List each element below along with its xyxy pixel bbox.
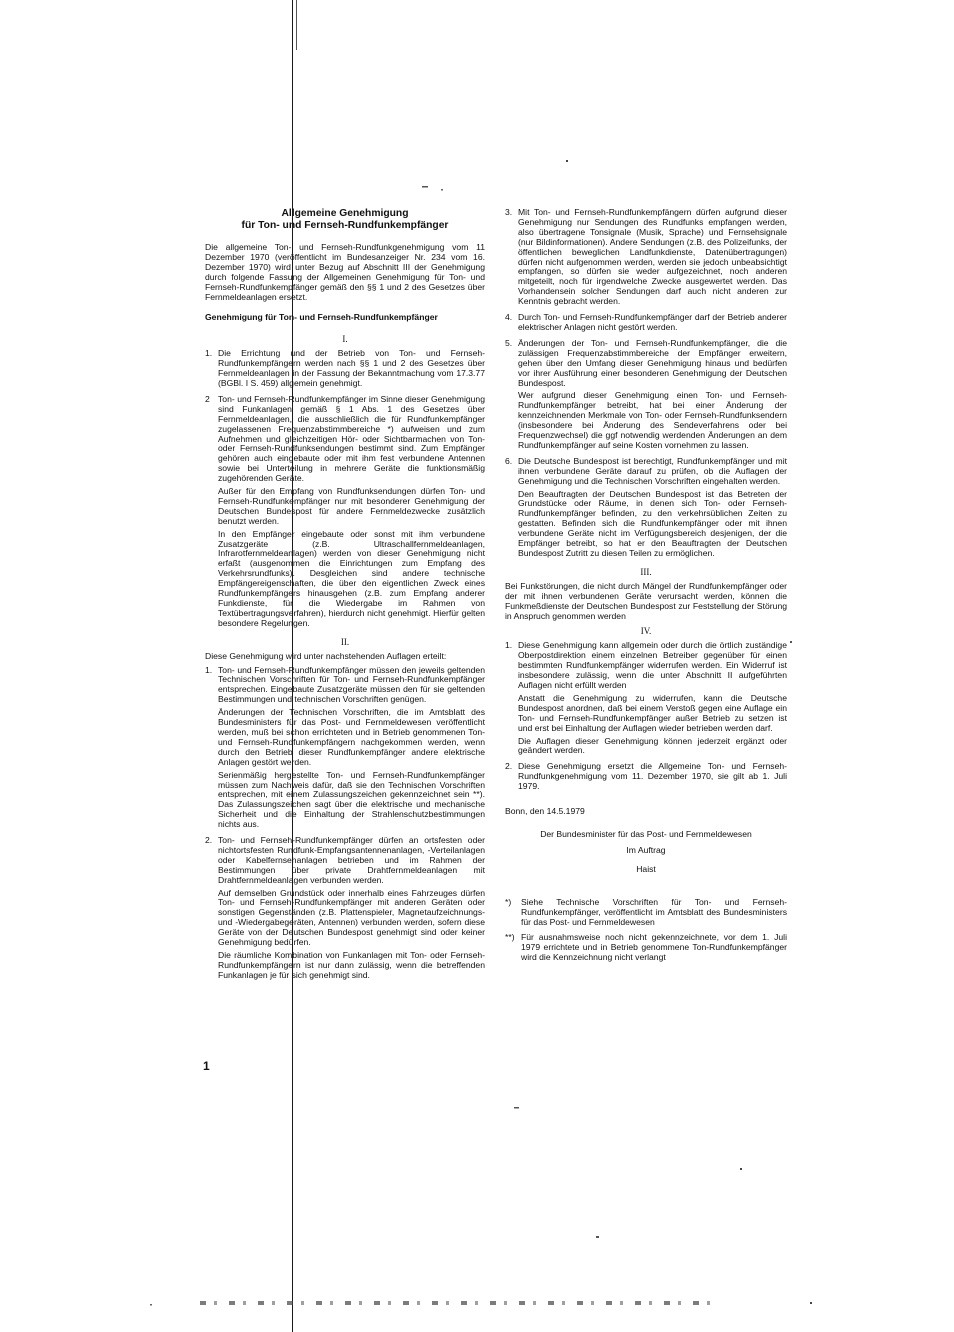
item-paragraph: Serienmäßig hergestellte Ton- und Fernseh-Rundfunkempfänger müssen zum Nachweis dafür, daß sie den Technischen Vorschriften entsprechen, mit einem Zulassungszeichen gekennzeichnet sein **). Das Zulassungszeichen sagt über die elektrische und mechanische Sicherheit und die Einhaltung der Strahlenschutzbestimmungen nichts aus. bbox=[218, 769, 485, 830]
item-paragraph: Diese Genehmigung kann allgemein oder durch die örtlich zuständige Oberpostdirektion einem einzelnen Betreiber gegenüber für einen bestimmten Rundfunkempfänger widerrufen werden. Ein Widerruf ist insbesondere zulässig, wenn die unter Abschnitt II aufgeführten Auflagen nicht erfüllt werden bbox=[518, 640, 787, 690]
item-paragraph: Mit Ton- und Fernseh-Rundfunkempfängern dürfen aufgrund dieser Genehmigung nur Sendungen des Rundfunks empfangen werden, also übertragene Tonsignale (Musik, Sprache) und Fernsehsignale (nur Bildinformationen). Andere Sendungen (z.B. des Polizeifunks, der öffentlichen beweglichen Landfunkdienste, Datenübertragungen) dürfen nicht aufgenommen werden, werden sie jedoch unbeabsichtigt empfangen, so dürfen sie weder aufgezeichnet, noch anderen mitgeteilt, noch für irgendwelche Zwecke ausgewertet werden. Das Vorhandensein solcher Sendungen darf auch nicht anderen zur Kenntnis gebracht werden. bbox=[518, 207, 787, 307]
scan-noise bbox=[200, 1301, 720, 1305]
section-4-numeral: IV. bbox=[640, 626, 652, 637]
place-date: Bonn, den 14.5.1979 bbox=[505, 806, 585, 817]
footnote bbox=[505, 933, 787, 963]
document-title bbox=[205, 208, 485, 231]
item-number: 2. bbox=[505, 761, 513, 772]
list-item bbox=[205, 666, 485, 834]
section-2-list-continued bbox=[505, 208, 787, 562]
section-2-intro: Diese Genehmigung wird unter nachstehenden Auflagen erteilt: bbox=[205, 650, 447, 661]
right-column bbox=[505, 208, 787, 968]
list-item bbox=[505, 313, 787, 336]
item-number: 2 bbox=[205, 393, 210, 404]
item-number: 4. bbox=[505, 312, 513, 323]
item-number: 1. bbox=[505, 640, 513, 651]
item-paragraph: Änderungen der Technischen Vorschriften, die im Amtsblatt des Bundesministers für das Post- und Fernmeldewesen veröffentlicht werden, muß bei schon errichteten und in Betrieb genommenen Ton- und Fernseh-Rundfunkempfängern nachgekommen werden, wenn durch den Betrieb dieser Rundfunkempfänger andere elektrische Anlagen gestört werden. bbox=[218, 707, 485, 767]
item-number: 1. bbox=[205, 348, 213, 359]
title-line-1: Allgemeine Genehmigung bbox=[281, 208, 409, 219]
item-paragraph: Wer aufgrund dieser Genehmigung einen Ton- und Fernseh-Rundfunkempfänger betreibt, hat bei einer Änderung der kennzeichnenden Merkmale von Ton- oder Fernseh-Rundfunksendern (insbesondere bei Änderung des Sendeverfahrens oder bei Frequenzwechsel) die ggf notwendig werdenden Änderungen an dem Rundfunkempfänger auf seine Kosten vornehmen zu lassen. bbox=[518, 390, 787, 450]
item-paragraph: Ton- und Fernseh-Rundfunkempfänger dürfen an ortsfesten oder nichtortsfesten Rundfunk-Empfangsantennenanlagen, -Verteilanlagen oder Kabelfernsehanlagen betrieben und im Rahmen der Bestimmungen über private Drahtfernmeldeanlagen mit Drahtfernmeldeanlagen verbunden werden. bbox=[218, 835, 485, 885]
footnote-text: Siehe Technische Vorschriften für Ton- und Fernseh-Rundfunkempfänger, veröffentlicht im Amtsblatt des Bundesministers für das Post- und Fernmeldewesen bbox=[521, 897, 787, 928]
footnote-text: Für ausnahmsweise noch nicht gekennzeichnete, vor dem 1. Juli 1979 errichtete und in Betrieb genommene Ton-Rundfunkempfänger wird die Kennzeichnung nicht verlangt bbox=[521, 932, 787, 962]
list-item bbox=[205, 349, 485, 392]
item-paragraph: Anstatt die Genehmigung zu widerrufen, kann die Deutsche Bundespost anordnen, daß bei einem Verstoß gegen eine Auflage ein Ton- und Fernseh-Rundfunkempfänger außer Betrieb zu setzen ist und erst bei Einhaltung der Auflagen wieder betrieben werden darf. bbox=[518, 692, 787, 733]
signature-on-behalf: Im Auftrag bbox=[626, 845, 666, 856]
signature-name: Haist bbox=[636, 863, 656, 874]
item-number: 6. bbox=[505, 455, 513, 466]
item-paragraph: Auf demselben Grundstück oder innerhalb eines Fahrzeuges dürfen Ton- und Fernseh-Rundfunkempfänger mit anderen Geräten oder sonstigen Gegenständen (z.B. Plattenspieler, Magnetaufzeichnungs- und -Wiedergabegeräten, Antennen) verbunden werden, sofern diese Geräte von der Deutschen Bundespost genehmigt sind oder keiner Genehmigung bedürfen. bbox=[218, 887, 485, 948]
title-line-2: für Ton- und Fernseh-Rundfunkempfänger bbox=[241, 219, 449, 231]
item-number: 5. bbox=[505, 337, 513, 348]
item-paragraph: Die Auflagen dieser Genehmigung können jederzeit ergänzt oder geändert werden. bbox=[518, 735, 787, 756]
section-2-numeral: II. bbox=[340, 636, 350, 647]
item-paragraph: Den Beauftragten der Deutschen Bundespost ist das Betreten der Grundstücke oder Räume, in denen sich Ton- oder Fernseh-Rundfunkempfänger befinden, zu den verkehrsüblichen Zeiten zu gestatten. Befinden sich die Rundfunkempfänger oder mit ihnen verbundene Geräte nicht im Verfügungsbereich desjenigen, der die Empfänger betreibt, so hat er den Beauftragten der Deutschen Bundespost Zutritt zu diesen Teilen zu ermöglichen. bbox=[518, 488, 787, 558]
section-2-list bbox=[205, 666, 485, 984]
item-number: 2. bbox=[205, 835, 213, 846]
item-paragraph: Durch Ton- und Fernseh-Rundfunkempfänger darf der Betrieb anderer elektrischer Anlagen nicht gestört werden. bbox=[518, 312, 787, 332]
item-paragraph: Änderungen der Ton- und Fernseh-Rundfunkempfänger, die die zulässigen Frequenzabstimmbereiche der Empfänger erweitern, gehen über den Umfang dieser Genehmigung hinaus und bedürfen vor ihrer Ausführung einer besonderen Genehmigung der Deutschen Bundespost. bbox=[518, 337, 787, 388]
list-item bbox=[205, 836, 485, 984]
list-item bbox=[505, 339, 787, 454]
signature-authority: Der Bundesminister für das Post- und Fernmeldewesen bbox=[540, 828, 752, 839]
section-1-list bbox=[205, 349, 485, 631]
section-3-numeral: III. bbox=[640, 566, 652, 577]
page-number: 1 bbox=[203, 1059, 210, 1073]
list-item bbox=[505, 641, 787, 759]
section-4-list bbox=[505, 641, 787, 795]
footnote bbox=[505, 898, 787, 928]
item-paragraph: Ton- und Fernseh-Rundfunkempfänger müssen den jeweils geltenden Technischen Vorschriften für Ton- und Fernseh-Rundfunkempfänger entsprechen. Eingebaute Zusatzgeräte müssen den für sie geltenden Bestimmungen und technischen Vorschriften genügen. bbox=[218, 664, 485, 705]
list-item bbox=[205, 395, 485, 632]
section-3-text: Bei Funkstörungen, die nicht durch Mängel der Rundfunkempfänger oder der mit ihnen verbundenen Geräte verursacht werden, können die Funkmeßdienste der Deutschen Bundespost zur Feststellung der Störung in Anspruch genommen werden bbox=[505, 580, 787, 621]
item-paragraph: Die Errichtung und der Betrieb von Ton- und Fernseh-Rundfunkempfängern werden nach §§ 1 und 2 des Gesetzes über Fernmeldeanlagen in der Fassung der Bekanntmachung vom 17.3.77 (BGBl. I S. 459) allgemein genehmigt. bbox=[218, 348, 485, 388]
item-paragraph: In den Empfänger eingebaute oder sonst mit ihm verbundene Zusatzgeräte (z.B. Ultraschallfernmeldeanlagen, Infrarotfernmeldeanlagen) werden von dieser Genehmigung nicht erfaßt (ausgenommen die Einrichtungen zum Empfang des Verkehrsrundfunks). Desgleichen sind andere technische Empfängereigenschaften, die über den eigentlichen Zweck eines Rundfunkempfängers hinausgehen (z.B. zum Empfang anderer Funkdienste, für die Wiedergabe im Rahmen von Textübertragungsverfahren), hierdurch nicht genehmigt. Hierfür gelten besondere Regelungen. bbox=[218, 528, 485, 628]
item-paragraph: Die räumliche Kombination von Funkanlagen mit Ton- oder Fernseh-Rundfunkempfängern ist nur dann zulässig, wenn die betreffenden Funkanlagen je für sich genehmigt sind. bbox=[218, 950, 485, 980]
item-paragraph: Außer für den Empfang von Rundfunksendungen dürfen Ton- und Fernseh-Rundfunkempfänger nur mit besonderer Genehmigung der Deutschen Bundespost für andere Fernmeldezwecke zusätzlich benutzt werden. bbox=[218, 486, 485, 526]
intro-paragraph: Die allgemeine Ton- und Fernseh-Rundfunkgenehmigung vom 11 Dezember 1970 (veröffentlicht im Bundesanzeiger Nr. 234 vom 16. Dezember 1970) wird unter Bezug auf Abschnitt III der Genehmigung durch folgende Fassung der Allgemeinen Genehmigung für Ton- und Fernseh-Rundfunkempfänger gemäß den §§ 1 und 2 des Gesetzes über Fernmeldeanlagen ersetzt. bbox=[205, 242, 485, 302]
footnotes bbox=[505, 898, 787, 962]
item-number: 1. bbox=[205, 664, 213, 675]
section-1-numeral: I. bbox=[342, 334, 348, 345]
footnote-mark: *) bbox=[505, 897, 512, 908]
item-paragraph: Ton- und Fernseh-Rundfunkempfänger im Sinne dieser Genehmigung sind Funkanlagen gemäß § 1 Abs. 1 des Gesetzes über Fernmeldeanlagen, die ausschließlich die für Rundfunkempfänger zugelassenen Frequenzabstimmbereiche *) aufweisen und zum Aufnehmen und gleichzeitigen Hör- oder Sichtbarmachen von Ton- oder Fernseh-Rundfunksendungen bestimmt sind. Zum Empfänger gehören auch eingebaute oder mit ihm fest verbundene Antennen sowie bei Unterteilung in mehrere Geräte die funktionsmäßig zugehörenden Geräte. bbox=[218, 393, 485, 484]
left-column bbox=[205, 208, 485, 987]
item-number: 3. bbox=[505, 207, 513, 217]
item-paragraph: Diese Genehmigung ersetzt die Allgemeine Ton- und Fernseh-Rundfunkgenehmigung vom 11. Dezember 1970, sie gilt ab 1. Juli 1979. bbox=[518, 761, 787, 792]
footnote-mark: **) bbox=[505, 932, 515, 943]
section-heading: Genehmigung für Ton- und Fernseh-Rundfunkempfänger bbox=[205, 312, 438, 323]
list-item bbox=[505, 457, 787, 562]
list-item bbox=[505, 762, 787, 795]
signature-block bbox=[505, 829, 787, 875]
item-paragraph: Die Deutsche Bundespost ist berechtigt, Rundfunkempfänger und mit ihnen verbundene Geräte darauf zu prüfen, ob die Auflagen der Genehmigung und die Technischen Vorschriften eingehalten werden. bbox=[518, 455, 787, 486]
list-item bbox=[505, 208, 787, 310]
